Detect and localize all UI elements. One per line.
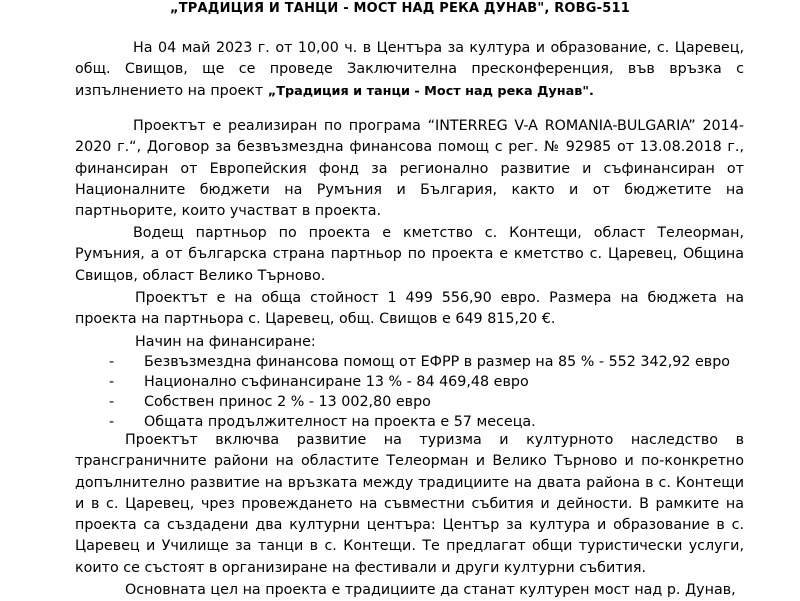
document-title: „ТРАДИЦИЯ И ТАНЦИ - МОСТ НАД РЕКА ДУНАВ", ROBG-511 (170, 1, 630, 16)
paragraph-partners: Водещ партньор по проекта е кметство с. Контещи, област Телеорман, Румъния, а от българска страна партньор по проекта е кметство с. Царевец, Община Свищов, област Велико Търново. (75, 225, 744, 284)
project-name: „Традиция и танци - Мост над река Дунав". (267, 83, 594, 99)
paragraph-description: Проектът включва развитие на туризма и културното наследство в трансграничните райони на областите Телеорман и Велико Търново и по-конкретно допълнително развитие на връзката между традициите на двата района в с. Контещи и в с. Царевец, чрез провеждането на съвместни събития и дейности. В рамките на проекта са създадени два културни центъра: Център за култура и образование в с. Царевец и Училище за танци в с. Контещи. Те предлагат общи туристически услуги, които се състоят в организиране на фестивали и други културни събития. (75, 432, 744, 576)
paragraph-budget: Проектът е на обща стойност 1 499 556,90 евро. Размера на бюджета на проекта на партньора с. Царевец, общ. Свищов е 649 815,20 €. (75, 290, 744, 328)
list-item: - Общата продължителност на проекта е 57 месеца. (109, 414, 536, 430)
financing-heading: Начин на финансиране: (135, 334, 316, 350)
list-item: - Безвъзмездна финансова помощ от ЕФРР в размер на 85 % - 552 342,92 евро (109, 354, 731, 370)
paragraph-program: Проектът е реализиран по програма “INTERREG V-A ROMANIA-BULGARIA” 2014-2020 г.“, Договор за безвъзмездна финансова помощ с рег. № 92985 от 13.08.2018 г., финансиран от Европейския фонд за регионално развитие и съфинансиран от Националните бюджети на Румъния и България, както и от бюджетите на партньорите, които участват в проекта. (75, 118, 744, 220)
list-item: - Национално съфинансиране 13 % - 84 469,48 евро (109, 374, 529, 390)
paragraph-announcement: На 04 май 2023 г. от 10,00 ч. в Центъра за култура и образование, с. Царевец, общ. Свищов, ще се проведе Заключителна пресконференция, във връзка с изпълнението на проект „Традиция и танци - Мост над река Дунав". (75, 40, 744, 99)
paragraph-goal: Основната цел на проекта е традициите да станат културен мост над р. Дунав, (125, 582, 736, 598)
financing-list (75, 352, 744, 432)
list-item: - Собствен принос 2 % - 13 002,80 евро (109, 394, 431, 410)
